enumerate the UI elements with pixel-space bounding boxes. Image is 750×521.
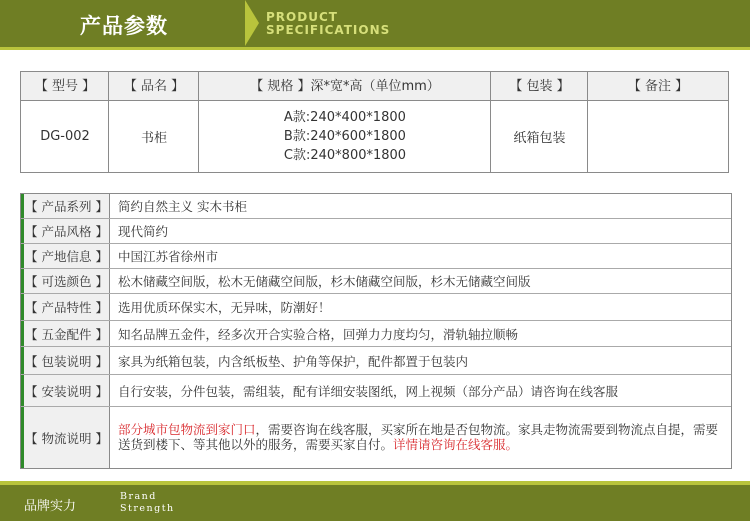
footer-section-banner — [0, 485, 750, 521]
table-row — [21, 321, 731, 347]
row-value: 家具为纸箱包装，内含纸板垫、护角等保护，配件都置于包装内 — [118, 353, 469, 369]
cell-name: 书柜 — [140, 131, 167, 146]
table-row — [21, 375, 731, 407]
spec-table — [20, 71, 729, 173]
row-label: 【 可选颜色 】 — [21, 269, 110, 293]
header-packaging: 【 包装 】 — [509, 79, 570, 94]
table-row — [21, 347, 731, 375]
size-c: C款:240*800*1800 — [283, 148, 407, 163]
section-title: 产品参数 — [80, 14, 168, 38]
table-row — [21, 407, 731, 468]
row-label: 【 产品特性 】 — [21, 294, 110, 320]
header-spec: 【 规格 】深*宽*高（单位mm） — [250, 79, 440, 94]
table-row — [21, 194, 731, 219]
details-table — [20, 193, 732, 469]
cell-remark — [588, 101, 728, 172]
row-value: 中国江苏省徐州市 — [118, 249, 219, 264]
row-label: 【 五金配件 】 — [21, 321, 110, 346]
row-value: 松木储藏空间版，松木无储藏空间版，杉木储藏空间版，杉木无储藏空间版 — [118, 274, 531, 289]
row-value: 选用优质环保实木，无异味，防潮好！ — [118, 300, 331, 315]
row-value: 自行安装，分件包装，需组装，配有详细安装图纸，网上视频（部分产品）请咨询在线客服 — [118, 383, 619, 399]
row-label: 【 物流说明 】 — [21, 407, 110, 468]
row-value: 现代简约 — [118, 224, 169, 239]
size-list — [284, 108, 406, 165]
section-header-banner — [0, 0, 750, 47]
row-label: 【 产地信息 】 — [21, 244, 110, 268]
cell-model: DG-002 — [40, 129, 90, 144]
logistics-text: ，需要咨询在线客服，买家所在地是否包物流。家具走物流需要到物流点自提，需要送货到楼下、等其他以外的服务，需要买家自付。 — [118, 422, 719, 452]
header-model: 【 型号 】 — [34, 79, 96, 94]
table-row — [21, 269, 731, 294]
banner-accent-line — [0, 47, 750, 50]
header-name: 【 品名 】 — [123, 79, 185, 94]
row-label: 【 包装说明 】 — [21, 347, 110, 374]
row-label: 【 安装说明 】 — [21, 375, 110, 406]
row-value-logistics — [118, 407, 725, 468]
table-row — [21, 294, 731, 321]
logistics-highlight: 部分城市包物流到家门口 — [118, 422, 256, 437]
row-label: 【 产品系列 】 — [21, 194, 110, 218]
footer-title: 品牌实力 — [24, 499, 77, 514]
cell-spec — [199, 101, 491, 172]
table-row — [21, 244, 731, 269]
row-value: 简约自然主义 实木书柜 — [118, 199, 247, 214]
header-remark: 【 备注 】 — [627, 79, 689, 94]
logistics-contact-note: 详情请咨询在线客服。 — [393, 437, 519, 452]
size-b: B款:240*600*1800 — [283, 129, 406, 144]
section-title-english: PRODUCT SPECIFICATIONS — [266, 10, 391, 37]
table-row — [21, 219, 731, 244]
banner-arrow-decoration — [245, 0, 259, 46]
cell-packaging: 纸箱包装 — [513, 131, 566, 146]
row-value: 知名品牌五金件，经多次开合实验合格，回弹力力度均匀，滑轨轴拉顺畅 — [118, 326, 519, 342]
row-label: 【 产品风格 】 — [21, 219, 110, 243]
size-a: A款:240*400*1800 — [283, 110, 406, 125]
footer-title-english: Brand Strength — [120, 491, 175, 514]
